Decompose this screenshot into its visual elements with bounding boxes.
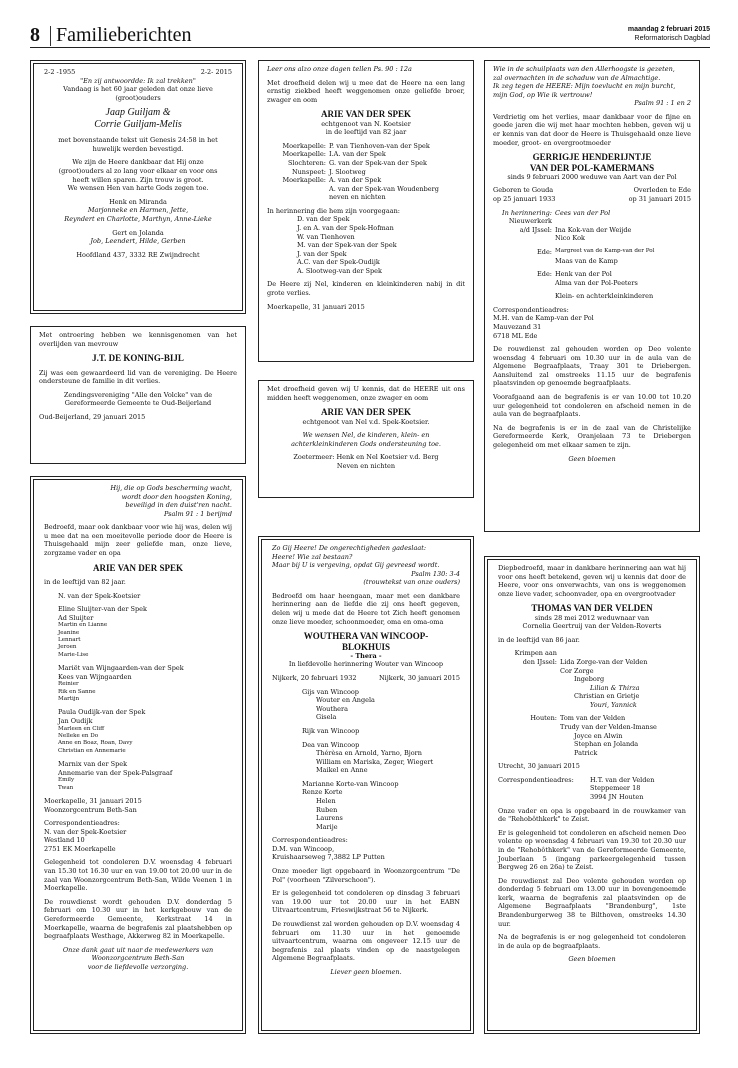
relative-row <box>498 714 686 723</box>
verse-line: Hij, die op Gods bescherming wacht, <box>110 484 232 492</box>
family-line: Paula Oudijk-van der Spek <box>58 708 146 717</box>
relative-name: A. van der Spek <box>329 176 382 185</box>
address: Hoofdland 437, 3332 RE Zwijndrecht <box>76 250 200 259</box>
family-line: Nelleke en Do <box>58 732 99 739</box>
family-line: William en Mariska, Zeger, Wiegert <box>316 757 434 766</box>
family-line: Gijs van Wincoop <box>302 687 359 696</box>
relative-row <box>267 193 465 202</box>
memorial-name: J. en A. van der Spek-Hofman <box>297 224 394 233</box>
text-para: Verdrietig om het verlies, maar dankbaar voor de fijne en goede jaren die wij met haar mochten hebben, geven wij u er kennis van dat door de Heere is Thuisgehaald onze lieve moeder, groot- en overgrootmoeder <box>493 112 691 147</box>
issue-date: maandag 2 februari 2015 <box>627 26 710 33</box>
relative-place: Ede: <box>537 270 552 279</box>
family-line: Annemarie van der Spek-Palsgraaf <box>58 768 173 777</box>
relative-name: Maas van de Kamp <box>555 256 618 265</box>
verse-ref: Psalm 130: 3-4 <box>411 569 460 578</box>
text-para: Voorafgaand aan de begrafenis is er van 10.00 tot 10.20 uur gelegenheid tot condoleren en afscheid nemen in de aula van de begraafplaats. <box>493 393 691 419</box>
subtitle-line: In liefdevolle herinnering Wouter van Wincoop <box>288 660 444 669</box>
quote: "En zij antwoordde: Ik zal trekken" <box>80 76 196 85</box>
relative-row <box>498 740 686 749</box>
relative-row <box>493 279 691 288</box>
relative-name: A. van der Spek-van Woudenberg <box>329 184 439 193</box>
couple-name: Corrie Guiljam-Melis <box>94 119 182 131</box>
family-line: Ruben <box>316 805 338 814</box>
correspondence-row <box>498 784 686 793</box>
relative-name: Nico Kok <box>555 234 585 243</box>
family-line: Jeroen <box>58 644 77 651</box>
family-line: Gisela <box>316 713 337 722</box>
text-para: Met droefheid geven wij U kennis, dat de HEERE uit ons midden heeft weggenomen, onze zwager en oom <box>267 385 465 402</box>
family-line: Dea van Wincoop <box>302 740 360 749</box>
relative-row <box>267 185 465 194</box>
deceased-name: WOUTHERA VAN WINCOOP- <box>303 631 429 642</box>
relative-name: Margreet van de Kamp-van der Pol <box>555 247 655 254</box>
family-line: Renze Korte <box>302 788 343 797</box>
memorial-row <box>493 209 691 218</box>
family-line: Laurens <box>316 814 343 823</box>
relative-row <box>267 159 465 168</box>
verse-line: mijn God, op Wie ik vertrouw! <box>493 90 593 99</box>
family-line: Rijk van Wincoop <box>302 726 360 735</box>
memorial-name: M. van der Spek-van der Spek <box>297 241 397 250</box>
relative-name: Cor Zorge <box>560 666 594 675</box>
relative-row <box>493 257 691 266</box>
page-header <box>30 26 710 48</box>
relative-row <box>498 675 686 684</box>
text-para: Er is gelegenheid tot condoleren en afscheid nemen Deo volente op woensdag 4 februari van 19.30 tot 20.30 uur in de "Rehobôthkerk" van de Gereformeerde Gemeente, Jouberlaan 5 (ingang parkeergelegenheid tussen Bergweg 26 en 26a) te Zeist. <box>498 828 686 872</box>
relative-name: Joyce en Alwin <box>574 731 623 740</box>
verse-line: Maar bij U is vergeving, opdat Gij gevreesd wordt. <box>272 561 440 570</box>
text-line: We wensen Hen van harte Gods zegen toe. <box>67 184 209 193</box>
family-line: Maikel en Anne <box>316 766 368 775</box>
anniversary-notice <box>30 60 246 314</box>
correspondence-label: Correspondentieadres: <box>272 836 348 845</box>
place-date: Moerkapelle, 31 januari 2015 <box>44 797 142 805</box>
text-line: met bovenstaande tekst uit Genesis 24:58 in het <box>58 136 218 145</box>
memorial-name: J. van der Spek <box>297 249 347 258</box>
death-notice-thomas <box>484 556 700 1034</box>
memorial-name: A.C. van der Spek-Oudijk <box>297 258 380 267</box>
family-line: Ad Sluijter <box>58 613 94 622</box>
relative-place: Krimpen aan <box>514 649 557 658</box>
family-line: Reyndert en Charlotte, Marthyn, Anne-Lieke <box>64 214 212 223</box>
relative-row <box>267 150 465 159</box>
relative-row <box>493 292 691 301</box>
subtitle-line: in de leeftijd van 82 jaar <box>325 128 407 137</box>
family-line: Jan Oudijk <box>58 717 93 726</box>
sender-line: Zoetermeer: Henk en Nel Koetsier v.d. Berg <box>293 453 439 462</box>
relative-name: Alma van der Pol-Peeters <box>555 278 638 287</box>
verse-line: wordt door den hoogsten Koning, <box>121 492 232 501</box>
relative-name: P. van Tienhoven-van der Spek <box>329 141 430 150</box>
memorial-label: In herinnering: <box>502 208 552 217</box>
family-line: Wouthera <box>316 704 348 713</box>
relative-place: Moerkapelle: <box>282 176 326 185</box>
text-para: Bedroefd om haar heengaan, maar met een dankbare herinnering aan de liefde die zij ons heeft gegeven, delen wij u mede dat de Heere tot Zich heeft genomen onze lieve moeder, schoonmoeder, oma en oma-oma <box>272 591 460 626</box>
address-line: Steppemeer 18 <box>590 784 641 793</box>
relative-name: G. van der Spek-van der Spek <box>329 158 427 167</box>
family-line: Marianne Korte-van Wincoop <box>302 779 399 788</box>
family-line: Marjonneke en Harmen, Jette, <box>87 206 189 215</box>
family-line: Emily <box>58 777 75 784</box>
family-line: Helen <box>316 796 336 805</box>
text-line: huwelijk werden bevestigd. <box>92 144 184 153</box>
text-line: heeft willen sparen. Zijn trouw is groot. <box>72 175 204 184</box>
family-line: Anne en Boaz, Roan, Davy <box>58 740 133 747</box>
text-para: Na de begrafenis is er nog gelegenheid tot condoleren in de aula op de begraafplaats. <box>498 933 686 950</box>
family-line: Twan <box>58 784 74 791</box>
family-line: N. van der Spek-Koetsier <box>58 591 141 600</box>
family-line: Marije <box>316 822 338 831</box>
relative-row <box>493 226 691 235</box>
relative-row <box>267 168 465 177</box>
memorial-name: W. van Tienhoven <box>297 232 355 241</box>
birth-date: Nijkerk, 20 februari 1932 <box>272 674 357 683</box>
relative-place: a/d IJssel: <box>519 225 552 234</box>
subtitle-line: sinds 9 februari 2000 weduwe van Aart van der Pol <box>507 172 677 181</box>
family-line: Lennart <box>58 637 81 644</box>
address-line: 6718 ML Ede <box>493 331 538 340</box>
verse-line: Heere! Wie zal bestaan? <box>272 552 353 561</box>
text-line: (groot)ouders <box>115 93 161 102</box>
correspondence-label: Correspondentieadres: <box>498 775 574 784</box>
text-para: Er is gelegenheid tot condoleren op dinsdag 3 februari van 19.00 uur tot 20.00 uur in het EABN Uitvaartcentrum, Frieswijkstraat 56 te Nijkerk. <box>272 889 460 915</box>
relative-place: Nieuwerkerk <box>508 217 552 226</box>
relative-place: Ede: <box>537 247 552 256</box>
birth-line: Geboren te Gouda <box>493 186 554 195</box>
text-line: We zijn de Heere dankbaar dat Hij onze <box>72 158 204 167</box>
death-notice-arie-siblings <box>258 60 474 362</box>
address-line: M.H. van de Kamp-van der Pol <box>493 314 594 323</box>
anniversary-dates <box>44 68 232 77</box>
deceased-name: VAN DER POL-KAMERMANS <box>529 162 655 173</box>
relative-name: Lida Zorge-van der Velden <box>560 657 648 666</box>
family-list <box>44 592 232 792</box>
address-line: D.M. van Wincoop, <box>272 844 335 853</box>
closing-line: Geen bloemen <box>568 454 616 463</box>
text-para: De rouwdienst zal gehouden worden op Deo volente woensdag 4 februari om 10.30 uur in de aula van de Algemene Begraafplaats, Traay 301 te Driebergen. Aansluitend zal omstreeks 11.15 uur de begrafenis plaatsvinden op genoemde begraafplaats. <box>493 345 691 388</box>
subtitle-line: echtgenoot van N. Koetsier <box>321 119 411 128</box>
deceased-name: BLOKHUIS <box>341 641 390 652</box>
deceased-name: J.T. DE KONING-BIJL <box>92 353 184 364</box>
subtitle-line: echtgenoot van Nel v.d. Spek-Koetsier. <box>302 417 430 426</box>
family-line: Martijn <box>58 696 80 703</box>
relative-name: Lilian & Thirza <box>590 683 640 692</box>
relative-row <box>498 692 686 701</box>
death-notice-wouthera <box>258 536 474 1034</box>
verse-ref: Psalm 91 : 1 en 2 <box>634 99 691 108</box>
verse-line: zal overnachten in de schaduw van de Almachtige. <box>493 73 661 82</box>
subtitle-line: Cornelia Geertruij van der Velden-Roverts <box>522 622 662 631</box>
closing-line: Geen bloemen <box>568 955 616 964</box>
page-number: 8 <box>30 24 40 46</box>
text-para: Zij was een gewaardeerd lid van de vereniging. De Heere ondersteune de familie in dit verlies. <box>39 368 237 386</box>
family-line: Reinier <box>58 681 79 688</box>
thanks-line: Onze dank gaat uit naar de medewerkers van <box>62 945 214 954</box>
relative-name: Patrick <box>574 748 598 757</box>
relative-row <box>498 732 686 741</box>
deceased-name: ARIE VAN DER SPEK <box>93 562 183 573</box>
relative-row <box>493 270 691 279</box>
relative-row <box>498 658 686 667</box>
text-para: Diepbedroefd, maar in dankbare herinnering aan wat hij voor ons heeft betekend, geven wij u kennis dat door de Heere, voor ons onverwachts, van ons is weggenomen onze lieve vader, schoonvader, opa en overgrootvader <box>498 564 686 598</box>
relative-row <box>267 142 465 151</box>
verse-ref: Psalm 91 : 1 berijmd <box>163 509 232 518</box>
deceased-name: THOMAS VAN DER VELDEN <box>531 603 653 614</box>
relative-row <box>498 667 686 676</box>
family-line: Christian en Annemarie <box>58 747 126 754</box>
relative-name: neven en nichten <box>329 193 386 202</box>
verse-line: beveiligd in den duist'ren nacht. <box>125 501 232 510</box>
condolence-association <box>30 326 246 464</box>
death-date: Nijkerk, 30 januari 2015 <box>378 674 460 683</box>
text-para: De rouwdienst wordt gehouden D.V. donderdag 5 februari om 10.30 uur in het kerkgebouw van de Gereformeerde Gemeente, Kerkstraat 14 in Moerkapelle, waarna de begrafenis zal plaatshebben op begraafplaats Westhage, Akkerweg 82 in Moerkapelle. <box>44 897 232 941</box>
verse-line: Wie in de schuilplaats van den Allerhoogste is gezeten, <box>493 65 675 73</box>
wish-line: We wensen Nel, de kinderen, klein- en <box>302 431 430 440</box>
deceased-name: GERRIGJE HENDERIJNTJE <box>532 152 652 163</box>
text-para: Zendingsvereniging "Alle den Volcke" van de Gereformeerde Gemeente te Oud-Beijerland <box>63 390 213 408</box>
verse-line: Leer ons alzo onze dagen tellen Ps. 90 : 12a <box>267 65 412 73</box>
address-line: 3994 JN Houten <box>590 793 644 802</box>
family-line: Marleen en Cliff <box>58 725 105 732</box>
relative-row <box>498 749 686 758</box>
relative-place: Moerkapelle: <box>282 150 326 159</box>
place-date: Oud-Beijerland, 29 januari 2015 <box>39 412 146 421</box>
relative-name: I.A. van der Spek <box>329 150 386 159</box>
death-line: op 31 januari 2015 <box>628 195 691 204</box>
relative-place: Nunspeet: <box>291 167 326 176</box>
relative-name: Tom van der Velden <box>560 714 626 723</box>
memorial-name: D. van der Spek <box>297 215 350 224</box>
relative-row <box>267 176 465 185</box>
text-para: Gelegenheid tot condoleren D.V. woensdag 4 februari van 15.30 tot 16.30 uur en van 19.00 tot 20.00 uur in de zaal van Woonzorgcentrum Beth-San, Wilde Veenen 1 in Moerkapelle. <box>44 858 232 893</box>
address-line: 2751 EK Moerkapelle <box>44 844 116 853</box>
verse-line: Zo Gij Heere! De ongerechtigheden gadeslaat: <box>272 544 427 552</box>
birth-line: op 25 januari 1933 <box>493 195 556 204</box>
death-notice-arie-inlaws <box>258 380 474 498</box>
family-line: Marie-Lise <box>58 651 89 658</box>
deceased-name: ARIE VAN DER SPEK <box>321 109 411 120</box>
life-dates <box>493 195 691 204</box>
place-date: Utrecht, 30 januari 2015 <box>498 762 580 771</box>
family-line: Thérèsa en Arnold, Yarno, Bjorn <box>316 749 422 758</box>
text-para: Na de begrafenis is er in de zaal van de Christelijke Gereformeerde Kerk, Oranjelaan 73 te Driebergen gelegenheid om met elkaar samen te zijn. <box>493 423 691 449</box>
relative-name: Henk van der Pol <box>555 270 612 279</box>
relative-place: Moerkapelle: <box>282 141 326 150</box>
relative-row <box>493 217 691 226</box>
address-line: H.T. van der Velden <box>590 775 655 784</box>
relative-row <box>498 701 686 710</box>
text-para: Met droefheid delen wij u mee dat de Heere na een lang ernstig ziekbed heeft weggenomen onze geliefde broer, zwager en oom <box>267 78 465 104</box>
place-date: Moerkapelle, 31 januari 2015 <box>267 302 365 311</box>
family-line: Eline Sluijter-van der Spek <box>58 605 147 614</box>
family-line: Mariët van Wijngaarden-van der Spek <box>58 664 184 673</box>
address-line: Mauvezand 31 <box>493 322 542 331</box>
age-line: in de leeftijd van 82 jaar. <box>44 577 126 586</box>
family-line: Job, Leendert, Hilde, Gerben <box>90 237 186 246</box>
family-list <box>272 688 460 832</box>
address-line: Westland 10 <box>44 836 85 845</box>
memorial-name: Cees van der Pol <box>555 208 611 217</box>
place-date: Woonzorgcentrum Beth-San <box>44 805 137 814</box>
sender-line: Neven en nichten <box>336 461 396 470</box>
age-line: in de leeftijd van 86 jaar. <box>498 635 580 644</box>
closing-line: Liever geen bloemen. <box>330 967 402 976</box>
text-para: Bedroefd, maar ook dankbaar voor wie hij was, delen wij u mee dat na een moeitevolle periode door de Heere is Thuisgehaald mijn zeer geliefde man, onze lieve, zorgzame vader en opa <box>44 523 232 558</box>
text-line: (groot)ouders al zo lang voor elkaar en voor ons <box>58 167 218 176</box>
death-notice-gerrigje <box>484 60 700 532</box>
thanks-line: voor de liefdevolle verzorging. <box>87 962 189 971</box>
relative-name: Ina Kok-van der Weijde <box>555 225 632 234</box>
date-left: 2-2 -1955 <box>44 68 76 76</box>
text-para: De rouwdienst zal Deo volente gehouden worden op donderdag 5 februari om 13.00 uur in bovengenoemde kerk, waarna de begrafenis zal plaatsvinden op de Algemene Begraafplaats "Brandenburg", 1ste Brandenburgerweg 38 te Bilthoven, omstreeks 14.30 uur. <box>498 876 686 928</box>
newspaper-name: Reformatorisch Dagblad <box>634 35 710 42</box>
relative-row <box>498 684 686 693</box>
relative-place: den IJssel: <box>522 657 557 666</box>
deceased-name: ARIE VAN DER SPEK <box>321 407 411 418</box>
date-right: 2-2- 2015 <box>200 68 232 76</box>
relative-name: Youri, Yannick <box>590 700 637 709</box>
wish-line: achterkleinkinderen Gods ondersteuning toe. <box>291 439 441 448</box>
relative-place: Slochteren: <box>287 158 326 167</box>
relative-name: Ingeborg <box>574 675 605 684</box>
relative-row <box>493 248 691 257</box>
relative-name: Klein- en achterkleinkinderen <box>555 292 654 301</box>
life-dates <box>493 186 691 195</box>
family-line: Martin en Lianne <box>58 622 108 629</box>
address-line: Kruishaarseweg 7,3882 LP Putten <box>272 853 385 862</box>
correspondence-label: Correspondentieadres: <box>493 305 569 314</box>
text-para: Onze moeder ligt opgebaard in Woonzorgcentrum "De Pol" (voorheen "Zilverschoon"). <box>272 867 460 884</box>
text-line: Vandaag is het 60 jaar geleden dat onze lieve <box>63 85 213 94</box>
family-line: Kees van Wijngaarden <box>58 672 132 681</box>
family-line: Marnix van der Spek <box>58 760 128 769</box>
nickname: - Thera - <box>350 651 382 660</box>
correspondence-row <box>498 776 686 785</box>
header-divider <box>50 26 51 46</box>
death-line: Overleden te Ede <box>633 186 691 195</box>
couple-name: Jaap Guiljam & <box>105 107 171 119</box>
family-line: Jeanine <box>58 629 80 636</box>
family-line: Rik en Sanne <box>58 688 96 695</box>
relative-row <box>498 723 686 732</box>
verse-ref: (trouwtekst van onze ouders) <box>363 578 460 587</box>
section-title: Familieberichten <box>56 24 192 46</box>
relative-name: Trudy van der Velden-Imanse <box>560 723 657 732</box>
relative-place: Houten: <box>530 714 557 723</box>
relative-name: J. Slootweg <box>329 167 366 176</box>
relative-name: Christian en Grietje <box>574 692 640 701</box>
address-line: N. van der Spek-Koetsier <box>44 827 127 836</box>
correspondence-row <box>498 793 686 802</box>
family-line: Gert en Jolanda <box>112 228 164 237</box>
thanks-line: Woonzorgcentrum Beth-San <box>91 954 185 963</box>
text-para: De rouwdienst zal worden gehouden op D.V. woensdag 4 februari om 11.30 uur in het genoemde uitvaartcentrum, waarna om ongeveer 12.15 uur de begrafenis zal plaats vinden op de naastgelegen Algemene Begraafplaats. <box>272 919 460 963</box>
family-line: Henk en Miranda <box>109 197 167 206</box>
memorial-name: A. Slootweg-van der Spek <box>297 266 382 275</box>
text-para: De Heere zij Nel, kinderen en kleinkinderen nabij in dit grote verlies. <box>267 280 465 298</box>
relative-name: Stephan en Jolanda <box>574 740 639 749</box>
death-notice-arie-family <box>30 476 246 1034</box>
family-line: Wouter en Angela <box>316 696 375 705</box>
life-dates <box>272 674 460 683</box>
memorial-label: In herinnering die hem zijn voorgegaan: <box>267 206 400 215</box>
text-para: Met ontroering hebben we kennisgenomen van het overlijden van mevrouw <box>39 331 237 348</box>
text-para: Onze vader en opa is opgebaard in de rouwkamer van de "Rehobôthkerk" te Zeist. <box>498 806 686 824</box>
subtitle-line: sinds 28 mei 2012 weduwnaar van <box>534 613 650 622</box>
relative-row <box>493 234 691 243</box>
verse-line: Ik zeg tegen de HEERE: Mijn toevlucht en mijn burcht, <box>493 82 676 91</box>
memorial-list <box>267 215 465 275</box>
correspondence-label: Correspondentieadres: <box>44 819 120 828</box>
relative-row <box>498 649 686 658</box>
